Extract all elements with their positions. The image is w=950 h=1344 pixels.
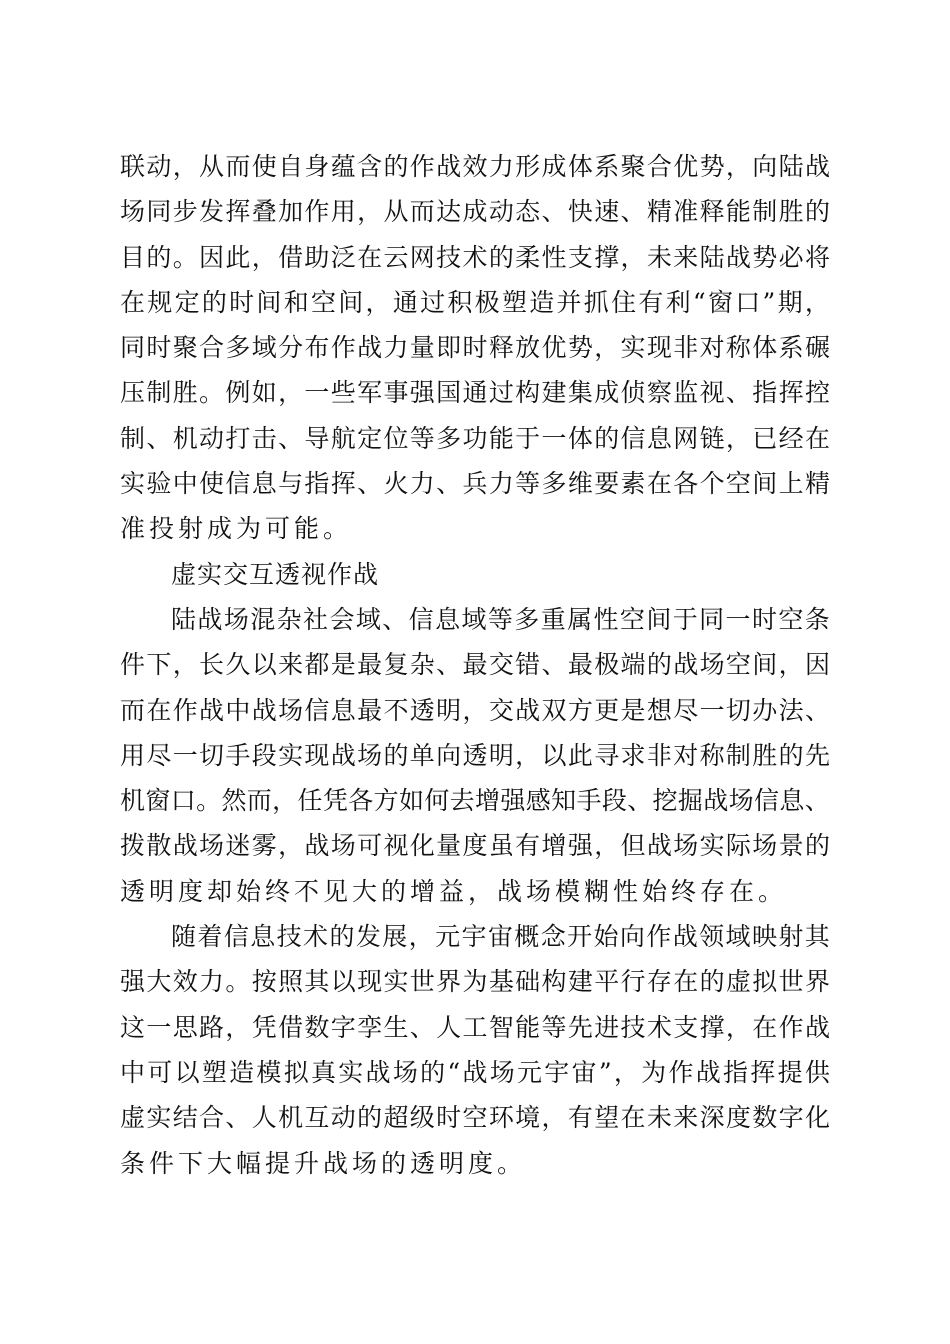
paragraph-line: 实 验 中 使 信 息 与 指 挥 、 火 力 、 兵 力 等 多 维 要 素 在 各 个 空 间 上 精 <box>120 469 830 499</box>
paragraph-line: 件 下 ， 长 久 以 来 都 是 最 复 杂 、 最 交 错 、 最 极 端 的 战 场 空 间 ， 因 <box>120 650 830 680</box>
paragraph-line: 准投射成为可能。 <box>120 514 353 544</box>
paragraph-line: 随 着 信 息 技 术 的 发 展 ， 元 宇 宙 概 念 开 始 向 作 战 领 域 映 射 其 <box>171 922 830 952</box>
document-body <box>120 144 830 1186</box>
paragraph-line: 目 的 。 因 此 ， 借 助 泛 在 云 网 技 术 的 柔 性 支 撑 ， 未 来 陆 战 势 必 将 <box>120 242 830 272</box>
paragraph-line: 制 、 机 动 打 击 、 导 航 定 位 等 多 功 能 于 一 体 的 信 息 网 链 ， 已 经 在 <box>120 423 830 453</box>
paragraph-line: 虚 实 结 合 、 人 机 互 动 的 超 级 时 空 环 境 ， 有 望 在 未 来 深 度 数 字 化 <box>120 1103 830 1133</box>
paragraph-line: 中 可 以 塑 造 模 拟 真 实 战 场 的 “ 战 场 元 宇 宙 ” ， 为 作 战 指 挥 提 供 <box>120 1057 830 1087</box>
paragraph-line: 场 同 步 发 挥 叠 加 作 用 ， 从 而 达 成 动 态 、 快 速 、 精 准 释 能 制 胜 的 <box>120 197 830 227</box>
paragraph-line: 这 一 思 路 ， 凭 借 数 字 孪 生 、 人 工 智 能 等 先 进 技 术 支 撑 ， 在 作 战 <box>120 1012 830 1042</box>
paragraph-line: 条件下大幅提升战场的透明度。 <box>120 1148 527 1178</box>
paragraph-line: 机 窗 口 。 然 而 ， 任 凭 各 方 如 何 去 增 强 感 知 手 段 、 挖 掘 战 场 信 息 、 <box>120 786 830 816</box>
paragraph-line: 强 大 效 力 。 按 照 其 以 现 实 世 界 为 基 础 构 建 平 行 存 在 的 虚 拟 世 界 <box>120 967 830 997</box>
paragraph-line: 在 规 定 的 时 间 和 空 间 ， 通 过 积 极 塑 造 并 抓 住 有 利 “ 窗 口 ” 期 ， <box>120 287 830 317</box>
paragraph-line: 同 时 聚 合 多 域 分 布 作 战 力 量 即 时 释 放 优 势 ， 实 现 非 对 称 体 系 碾 <box>120 333 830 363</box>
paragraph-line: 联 动 ， 从 而 使 自 身 蕴 含 的 作 战 效 力 形 成 体 系 聚 合 优 势 ， 向 陆 战 <box>120 152 830 181</box>
paragraph-line: 透明度却始终不见大的增益，战场模糊性始终存在。 <box>120 876 788 906</box>
paragraph-line: 拨 散 战 场 迷 雾 ， 战 场 可 视 化 量 度 虽 有 增 强 ， 但 战 场 实 际 场 景 的 <box>120 831 830 861</box>
paragraph-line: 用 尽 一 切 手 段 实 现 战 场 的 单 向 透 明 ， 以 此 寻 求 非 对 称 制 胜 的 先 <box>120 740 830 770</box>
paragraph-line: 压 制 胜 。 例 如 ， 一 些 军 事 强 国 通 过 构 建 集 成 侦 察 监 视 、 指 挥 控 <box>120 378 830 408</box>
paragraph-line: 陆 战 场 混 杂 社 会 域 、 信 息 域 等 多 重 属 性 空 间 于 同 一 时 空 条 <box>171 604 830 634</box>
section-heading: 虚实交互透视作战 <box>171 559 380 589</box>
paragraph-line: 而 在 作 战 中 战 场 信 息 最 不 透 明 ， 交 战 双 方 更 是 想 尽 一 切 办 法 、 <box>120 695 830 725</box>
